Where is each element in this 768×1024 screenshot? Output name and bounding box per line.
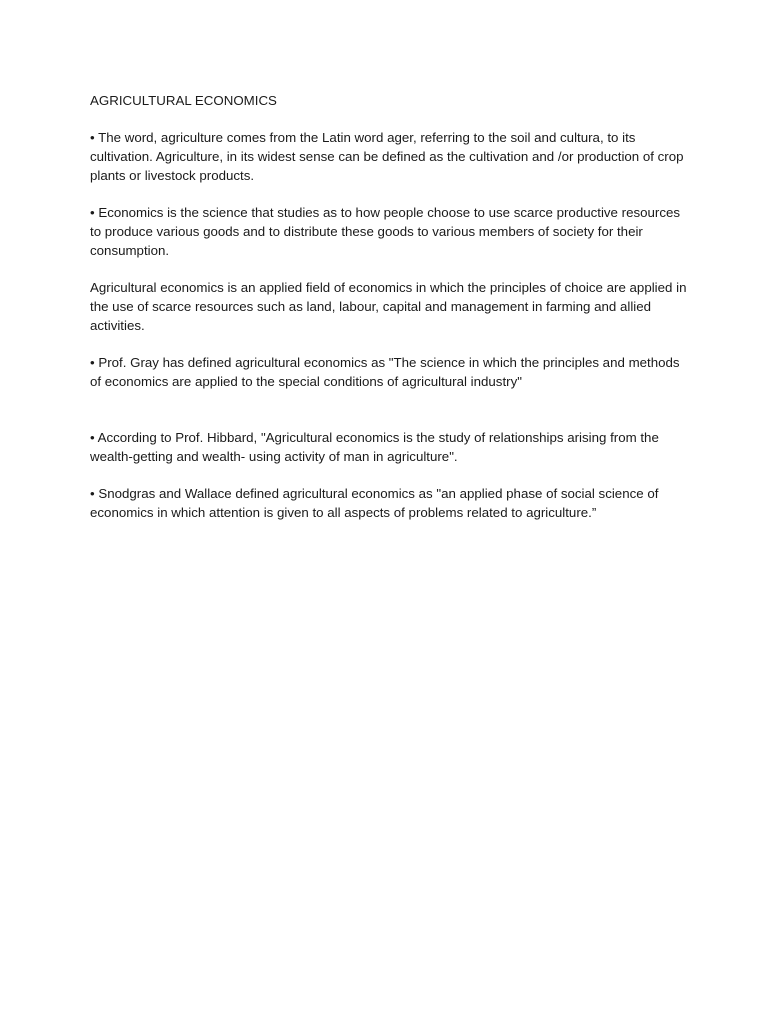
paragraph-prof-hibbard: • According to Prof. Hibbard, "Agricultural economics is the study of relationships arising from the wealth-getting and wealth- using activity of man in agriculture". (90, 430, 659, 464)
paragraph-agricultural-economics: Agricultural economics is an applied field of economics in which the principles of choice are applied in the use of scarce resources such as land, labour, capital and management in farming and allied activities. (90, 280, 687, 333)
paragraph-snodgras-wallace: • Snodgras and Wallace defined agricultural economics as "an applied phase of social science of economics in which attention is given to all aspects of problems related to agriculture.” (90, 486, 659, 520)
paragraph-economics-definition: • Economics is the science that studies as to how people choose to use scarce productive resources to produce various goods and to distribute these goods to various members of society for their consumption. (90, 205, 681, 258)
paragraph-prof-gray: • Prof. Gray has defined agricultural economics as "The science in which the principles and methods of economics are applied to the special conditions of agricultural industry" (90, 355, 680, 389)
document-title: AGRICULTURAL ECONOMICS (90, 93, 277, 108)
paragraph-agriculture-definition: • The word, agriculture comes from the Latin word ager, referring to the soil and cultura, to its cultivation. Agriculture, in its widest sense can be defined as the cultivation and /or production of crop plants or livestock products. (90, 130, 684, 183)
document-page (90, 91, 690, 540)
